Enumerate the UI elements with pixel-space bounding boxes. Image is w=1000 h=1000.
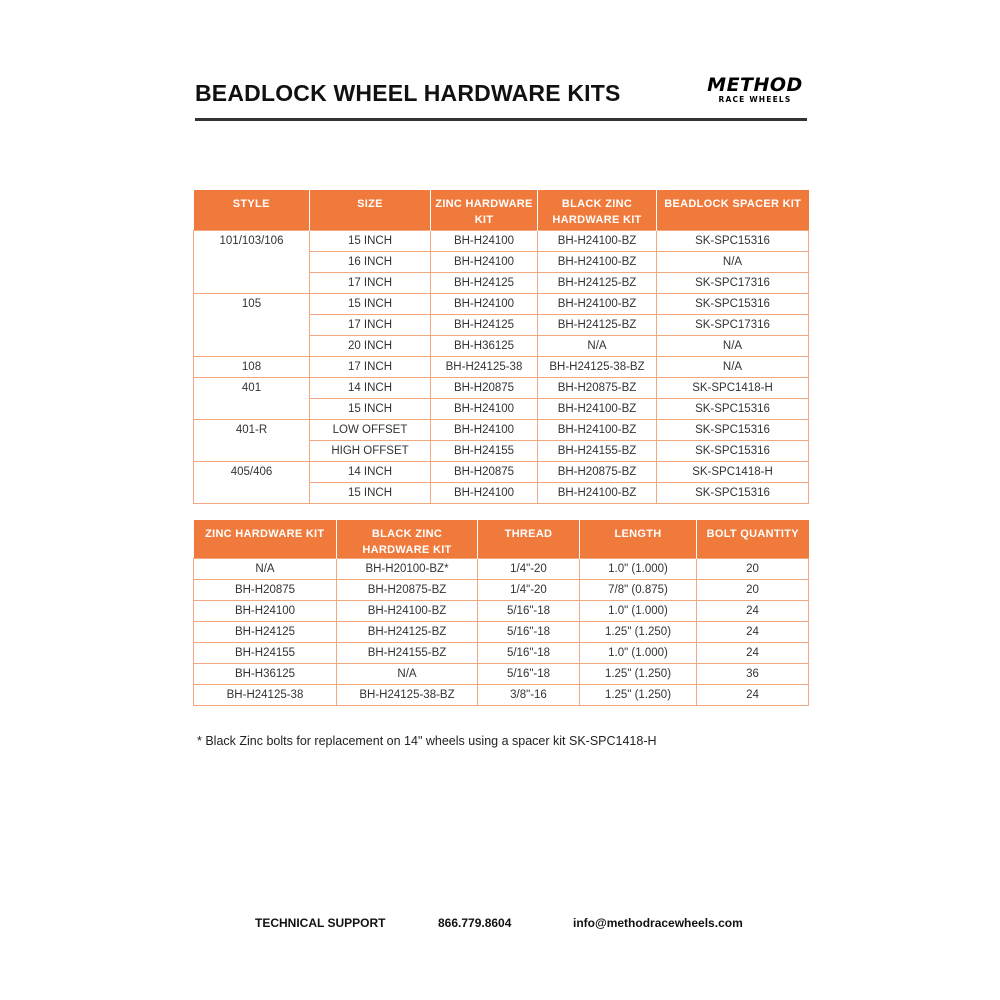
column-header: ZINC HARDWARE KIT	[431, 190, 538, 230]
table-cell: N/A	[194, 559, 337, 580]
table-cell: 14 INCH	[310, 377, 431, 398]
table-cell: BH-H24100-BZ	[538, 293, 657, 314]
table-cell: SK-SPC15316	[657, 419, 809, 440]
table-cell: BH-H24155	[431, 440, 538, 461]
table-cell: BH-H24125	[431, 314, 538, 335]
table-cell: 20	[697, 580, 809, 601]
table-cell: BH-H24100	[431, 293, 538, 314]
table-cell: BH-H24100	[431, 398, 538, 419]
column-header: SIZE	[310, 190, 431, 230]
title-divider	[195, 118, 807, 121]
table-cell: BH-H24100	[431, 419, 538, 440]
table-cell: BH-H20875-BZ	[337, 580, 478, 601]
column-header: BLACK ZINC HARDWARE KIT	[538, 190, 657, 230]
table-cell: BH-H20875	[431, 461, 538, 482]
table-row	[194, 664, 809, 685]
table-cell: 1.0" (1.000)	[580, 601, 697, 622]
table-cell: BH-H24125-38	[194, 685, 337, 706]
table-cell: BH-H24125	[431, 272, 538, 293]
style-cell: 401-R	[194, 419, 310, 461]
column-header: ZINC HARDWARE KIT	[194, 520, 337, 559]
table-cell: BH-H20100-BZ*	[337, 559, 478, 580]
table-cell: N/A	[538, 335, 657, 356]
table-cell: BH-H20875	[194, 580, 337, 601]
table-header-row	[194, 190, 809, 230]
column-header: LENGTH	[580, 520, 697, 559]
table-header-row	[194, 520, 809, 559]
table-cell: 24	[697, 643, 809, 664]
table-cell: N/A	[657, 251, 809, 272]
logo-tagline: RACE WHEELS	[718, 95, 792, 104]
style-cell: 101/103/106	[194, 230, 310, 293]
table-cell: 1.0" (1.000)	[580, 559, 697, 580]
table-cell: 17 INCH	[310, 356, 431, 377]
style-cell: 108	[194, 356, 310, 377]
table-cell: BH-H24125-38	[431, 356, 538, 377]
table-cell: BH-H24100-BZ	[337, 601, 478, 622]
table-cell: BH-H20875	[431, 377, 538, 398]
style-cell: 105	[194, 293, 310, 356]
table-cell: 15 INCH	[310, 293, 431, 314]
table-cell: BH-H24100-BZ	[538, 419, 657, 440]
table-cell: BH-H24100	[431, 482, 538, 503]
table-cell: 16 INCH	[310, 251, 431, 272]
table-cell: BH-H24100-BZ	[538, 230, 657, 251]
table-cell: BH-H24100-BZ	[538, 398, 657, 419]
table-row	[194, 559, 809, 580]
table-cell: 5/16"-18	[478, 601, 580, 622]
table-cell: BH-H24100	[431, 251, 538, 272]
table-cell: BH-H24155-BZ	[538, 440, 657, 461]
table-cell: SK-SPC15316	[657, 440, 809, 461]
table-cell: BH-H24125-38-BZ	[538, 356, 657, 377]
table-row	[194, 230, 809, 251]
table-row	[194, 377, 809, 398]
column-header: THREAD	[478, 520, 580, 559]
table-cell: 1.25" (1.250)	[580, 664, 697, 685]
table-cell: BH-H24125-BZ	[538, 314, 657, 335]
table-cell: BH-H24100-BZ	[538, 482, 657, 503]
table-cell: 24	[697, 622, 809, 643]
table-cell: 14 INCH	[310, 461, 431, 482]
support-phone[interactable]: 866.779.8604	[438, 916, 512, 930]
table-cell: 15 INCH	[310, 482, 431, 503]
table-cell: BH-H24125-BZ	[538, 272, 657, 293]
support-label: TECHNICAL SUPPORT	[255, 916, 386, 930]
table-cell: 24	[697, 601, 809, 622]
table-row	[194, 580, 809, 601]
table-row	[194, 685, 809, 706]
table-cell: N/A	[657, 356, 809, 377]
table-cell: BH-H36125	[431, 335, 538, 356]
table-cell: 1/4"-20	[478, 580, 580, 601]
footnote: * Black Zinc bolts for replacement on 14" wheels using a spacer kit SK-SPC1418-H	[197, 734, 657, 748]
column-header: STYLE	[194, 190, 310, 230]
table-cell: SK-SPC15316	[657, 398, 809, 419]
style-cell: 401	[194, 377, 310, 419]
table-cell: 7/8" (0.875)	[580, 580, 697, 601]
column-header: BOLT QUANTITY	[697, 520, 809, 559]
bolt-spec-table	[193, 520, 809, 706]
wheel-hardware-table	[193, 190, 809, 504]
table-cell: BH-H24100-BZ	[538, 251, 657, 272]
table-cell: SK-SPC15316	[657, 230, 809, 251]
table-cell: N/A	[657, 335, 809, 356]
table-cell: BH-H24100	[431, 230, 538, 251]
table-cell: BH-H20875-BZ	[538, 461, 657, 482]
table-row	[194, 622, 809, 643]
table-cell: BH-H24155-BZ	[337, 643, 478, 664]
table-cell: BH-H20875-BZ	[538, 377, 657, 398]
style-cell: 405/406	[194, 461, 310, 503]
table-cell: BH-H24125-38-BZ	[337, 685, 478, 706]
table-cell: 15 INCH	[310, 398, 431, 419]
table-cell: 1/4"-20	[478, 559, 580, 580]
table-cell: SK-SPC17316	[657, 314, 809, 335]
table-cell: 24	[697, 685, 809, 706]
support-email[interactable]: info@methodracewheels.com	[573, 916, 743, 930]
table-row	[194, 461, 809, 482]
table-cell: 3/8"-16	[478, 685, 580, 706]
table-cell: BH-H24155	[194, 643, 337, 664]
table-cell: SK-SPC1418-H	[657, 461, 809, 482]
table-cell: 1.25" (1.250)	[580, 685, 697, 706]
column-header: BEADLOCK SPACER KIT	[657, 190, 809, 230]
table-cell: 1.25" (1.250)	[580, 622, 697, 643]
table-cell: 20 INCH	[310, 335, 431, 356]
page-title: BEADLOCK WHEEL HARDWARE KITS	[195, 80, 621, 106]
table-cell: N/A	[337, 664, 478, 685]
logo-wordmark: METHOD	[707, 74, 803, 96]
table-cell: SK-SPC17316	[657, 272, 809, 293]
table-cell: 20	[697, 559, 809, 580]
table-cell: 5/16"-18	[478, 622, 580, 643]
table-cell: SK-SPC15316	[657, 482, 809, 503]
table-row	[194, 293, 809, 314]
table-cell: SK-SPC15316	[657, 293, 809, 314]
table-cell: LOW OFFSET	[310, 419, 431, 440]
method-logo	[700, 76, 810, 104]
table-row	[194, 356, 809, 377]
table-cell: 1.0" (1.000)	[580, 643, 697, 664]
table-cell: HIGH OFFSET	[310, 440, 431, 461]
table-cell: BH-H36125	[194, 664, 337, 685]
table-row	[194, 419, 809, 440]
table-cell: 5/16"-18	[478, 643, 580, 664]
table-cell: 15 INCH	[310, 230, 431, 251]
table-row	[194, 643, 809, 664]
table-cell: BH-H24100	[194, 601, 337, 622]
table-cell: BH-H24125-BZ	[337, 622, 478, 643]
column-header: BLACK ZINC HARDWARE KIT	[337, 520, 478, 559]
table-cell: BH-H24125	[194, 622, 337, 643]
table-cell: 17 INCH	[310, 272, 431, 293]
table-cell: 17 INCH	[310, 314, 431, 335]
table-cell: 5/16"-18	[478, 664, 580, 685]
table-row	[194, 601, 809, 622]
table-cell: SK-SPC1418-H	[657, 377, 809, 398]
table-cell: 36	[697, 664, 809, 685]
